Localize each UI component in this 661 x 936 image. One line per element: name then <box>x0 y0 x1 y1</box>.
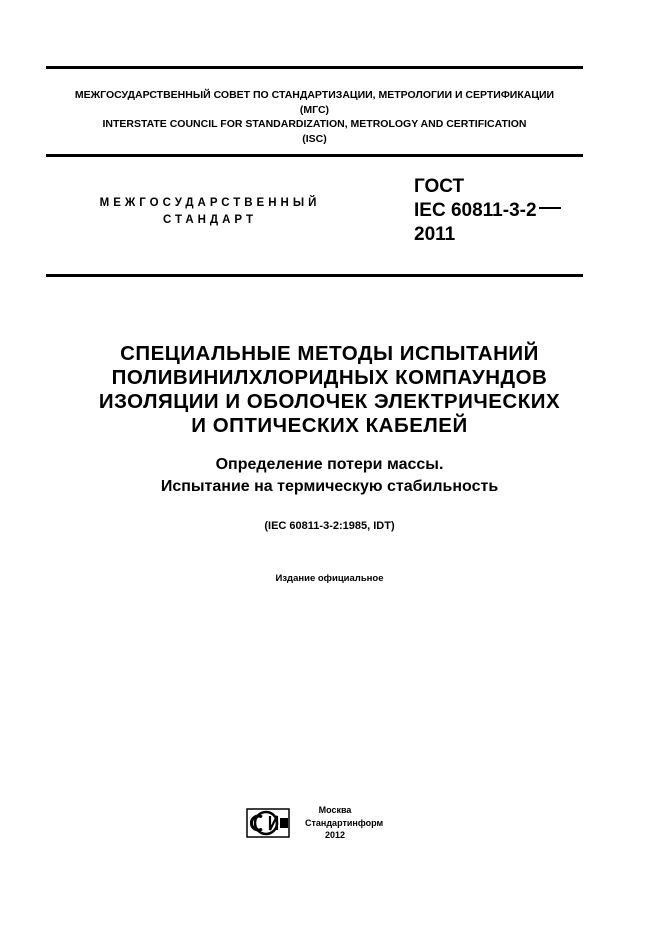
subtitle-line-2: Испытание на термическую стабильность <box>160 478 499 495</box>
standartinform-logo-icon <box>246 808 290 838</box>
subtitle-line-1: Определение потери массы. <box>215 456 444 473</box>
title-line-2: ПОЛИВИНИЛХЛОРИДНЫХ КОМПАУНДОВ <box>111 366 548 389</box>
standard-type <box>60 195 360 229</box>
council-name-ru: МЕЖГОСУДАРСТВЕННЫЙ СОВЕТ ПО СТАНДАРТИЗАЦИИ, МЕТРОЛОГИИ И СЕРТИФИКАЦИИ <box>74 89 555 101</box>
gost-year: 2011 <box>414 224 456 245</box>
publisher-city: Москва <box>318 805 352 815</box>
document-subtitle <box>46 454 613 498</box>
title-line-3: ИЗОЛЯЦИИ И ОБОЛОЧЕК ЭЛЕКТРИЧЕСКИХ <box>98 390 561 413</box>
standard-type-line2: СТАНДАРТ <box>163 214 257 226</box>
council-abbr-ru: (МГС) <box>299 103 330 116</box>
council-abbr-en: (ISC) <box>302 132 327 145</box>
publisher-year: 2012 <box>324 830 346 840</box>
edition-label: Издание официальное <box>275 573 384 584</box>
title-line-1: СПЕЦИАЛЬНЫЕ МЕТОДЫ ИСПЫТАНИЙ <box>120 342 539 365</box>
council-name-en: INTERSTATE COUNCIL FOR STANDARDIZATION, METROLOGY AND CERTIFICATION <box>102 118 527 130</box>
iec-reference: (IEC 60811-3-2:1985, IDT) <box>264 520 395 532</box>
publisher-block <box>305 804 384 842</box>
gost-number: IEC 60811-3-2 <box>414 200 537 221</box>
council-header <box>46 88 583 146</box>
title-line-4: И ОПТИЧЕСКИХ КАБЕЛЕЙ <box>191 414 468 437</box>
document-title <box>46 342 613 438</box>
gost-dash <box>539 207 561 209</box>
standard-type-line1: МЕЖГОСУДАРСТВЕННЫЙ <box>99 197 321 209</box>
publisher-name: Стандартинформ <box>305 817 384 828</box>
gost-label: ГОСТ <box>414 176 465 197</box>
top-rule <box>46 66 583 69</box>
header-rule <box>46 154 583 157</box>
gost-designation <box>414 175 561 247</box>
designation-rule <box>46 274 583 277</box>
